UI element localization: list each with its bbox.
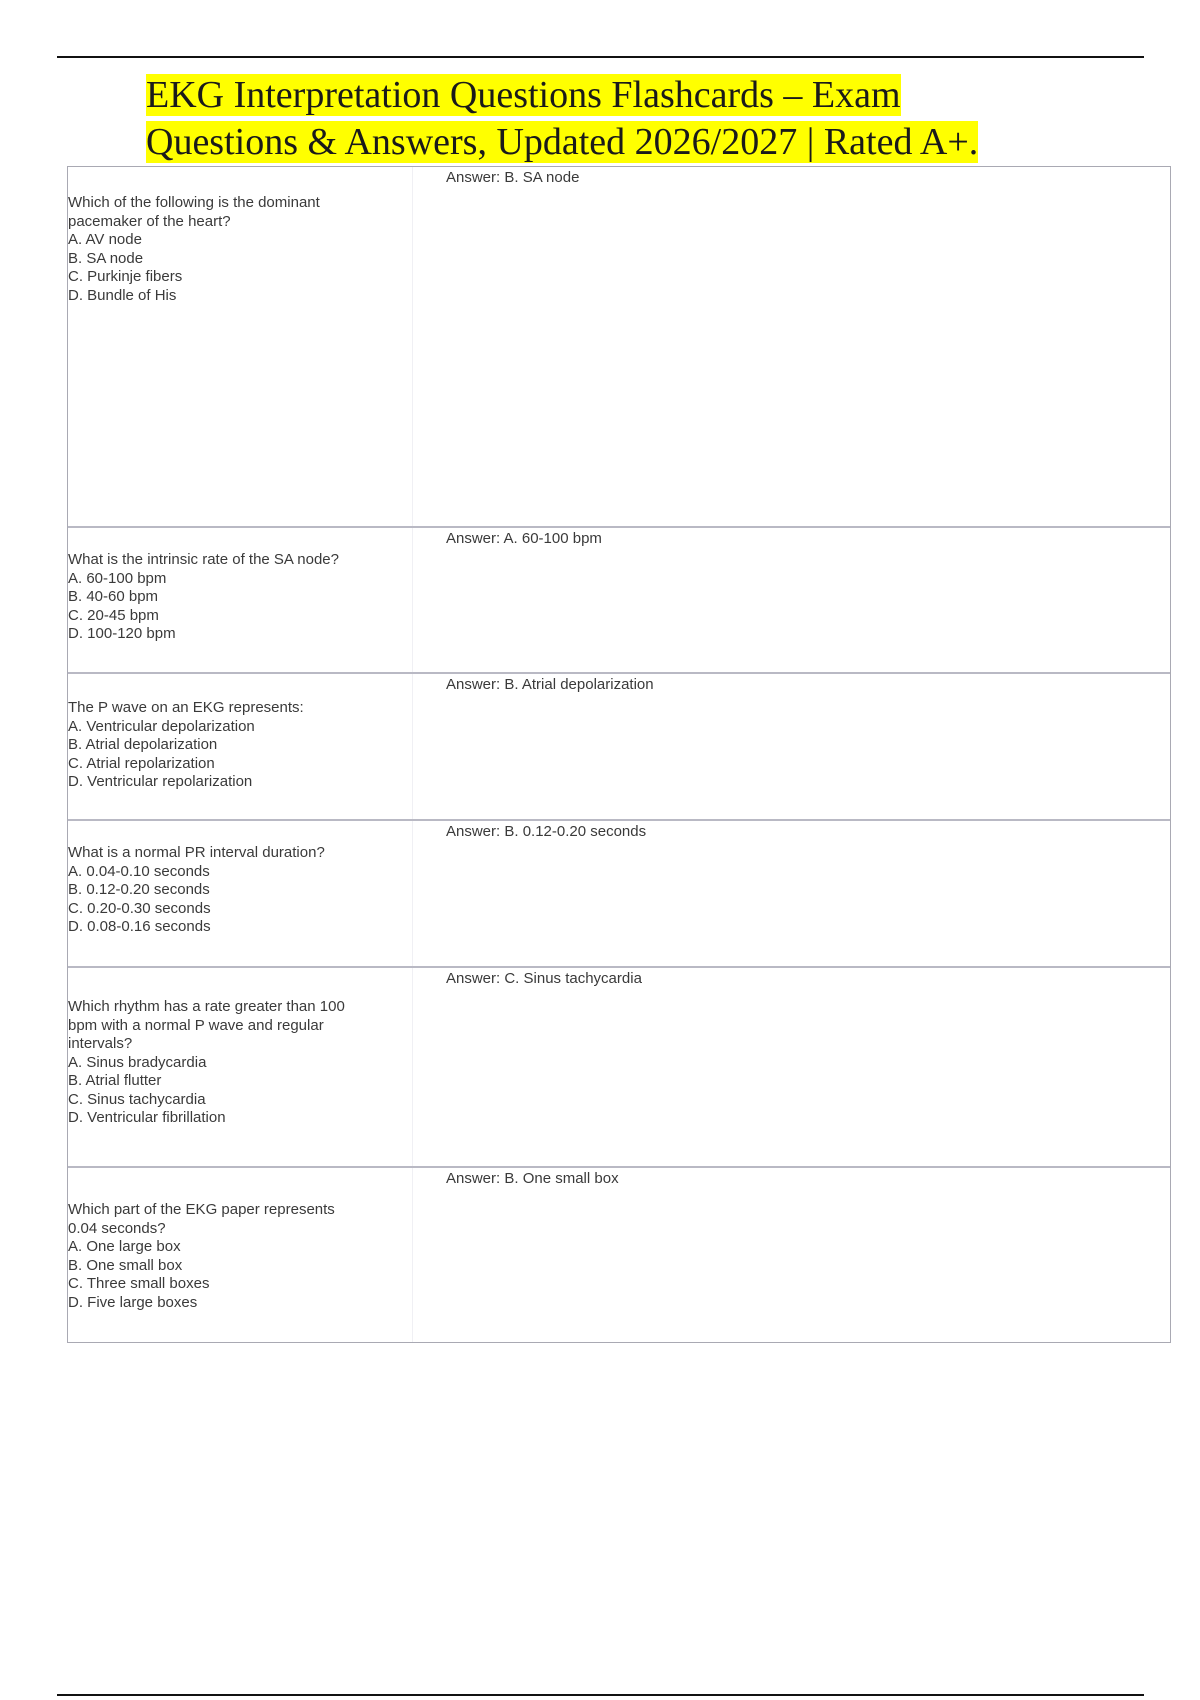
option-d: D. Five large boxes <box>68 1293 198 1311</box>
option-a: A. 60-100 bpm <box>68 569 167 587</box>
question-text: The P wave on an EKG represents: <box>68 699 304 716</box>
title-line-2: Questions & Answers, Updated 2026/2027 | Rated A+. <box>146 121 979 163</box>
question-cell <box>68 1201 368 1312</box>
answer-cell: Answer: B. Atrial depolarization <box>446 676 654 693</box>
answer-cell: Answer: B. One small box <box>446 1170 619 1187</box>
column-divider <box>412 167 413 526</box>
answer-cell: Answer: C. Sinus tachycardia <box>446 970 642 987</box>
title-line-1: EKG Interpretation Questions Flashcards – Exam <box>146 74 901 116</box>
question-cell <box>68 194 368 305</box>
option-a: A. AV node <box>68 231 142 248</box>
question-text: Which of the following is the dominant <box>68 194 320 211</box>
option-a: A. Ventricular depolarization <box>68 717 255 735</box>
document-header <box>146 72 1046 166</box>
option-b: B. Atrial flutter <box>68 1072 162 1089</box>
question-text: 0.04 seconds? <box>68 1219 166 1237</box>
question-text: Which rhythm has a rate greater than 100 <box>68 998 345 1015</box>
bottom-rule <box>57 1694 1144 1696</box>
column-divider <box>412 528 413 672</box>
document-title <box>146 72 1046 166</box>
question-cell <box>68 844 368 937</box>
answer-cell: Answer: A. 60-100 bpm <box>446 530 602 547</box>
flashcard-row <box>68 821 1170 968</box>
question-text: Which part of the EKG paper represents <box>68 1201 335 1218</box>
option-d: D. 0.08-0.16 seconds <box>68 918 211 935</box>
option-d: D. Bundle of His <box>68 286 177 304</box>
question-text: intervals? <box>68 1035 133 1052</box>
option-c: C. Atrial repolarization <box>68 754 215 772</box>
flashcard-row <box>68 528 1170 674</box>
top-rule <box>57 56 1144 58</box>
option-c: C. 0.20-0.30 seconds <box>68 899 211 917</box>
question-text: bpm with a normal P wave and regular <box>68 1016 324 1034</box>
question-cell <box>68 998 368 1128</box>
flashcard-row <box>68 1168 1170 1342</box>
answer-cell: Answer: B. SA node <box>446 169 580 186</box>
flashcard-table <box>67 166 1171 1343</box>
question-cell <box>68 699 368 792</box>
flashcard-row <box>68 968 1170 1168</box>
column-divider <box>412 821 413 966</box>
option-d: D. Ventricular repolarization <box>68 773 253 790</box>
question-cell <box>68 551 368 644</box>
option-b: B. One small box <box>68 1256 183 1274</box>
option-d: D. Ventricular fibrillation <box>68 1109 226 1126</box>
option-b: B. 0.12-0.20 seconds <box>68 881 210 898</box>
option-b: B. SA node <box>68 249 144 267</box>
question-text: What is a normal PR interval duration? <box>68 844 325 861</box>
flashcard-row <box>68 674 1170 821</box>
option-a: A. One large box <box>68 1238 181 1255</box>
column-divider <box>412 968 413 1166</box>
column-divider <box>412 1168 413 1342</box>
option-c: C. 20-45 bpm <box>68 606 159 624</box>
option-c: C. Sinus tachycardia <box>68 1090 206 1108</box>
option-a: A. 0.04-0.10 seconds <box>68 862 210 880</box>
column-divider <box>412 674 413 819</box>
option-c: C. Three small boxes <box>68 1275 210 1292</box>
option-d: D. 100-120 bpm <box>68 625 176 642</box>
option-b: B. 40-60 bpm <box>68 588 159 605</box>
option-c: C. Purkinje fibers <box>68 268 183 285</box>
question-text: pacemaker of the heart? <box>68 212 231 230</box>
flashcard-row <box>68 167 1170 528</box>
option-a: A. Sinus bradycardia <box>68 1053 207 1071</box>
answer-cell: Answer: B. 0.12-0.20 seconds <box>446 823 647 840</box>
option-b: B. Atrial depolarization <box>68 736 218 753</box>
question-text: What is the intrinsic rate of the SA node? <box>68 551 339 568</box>
